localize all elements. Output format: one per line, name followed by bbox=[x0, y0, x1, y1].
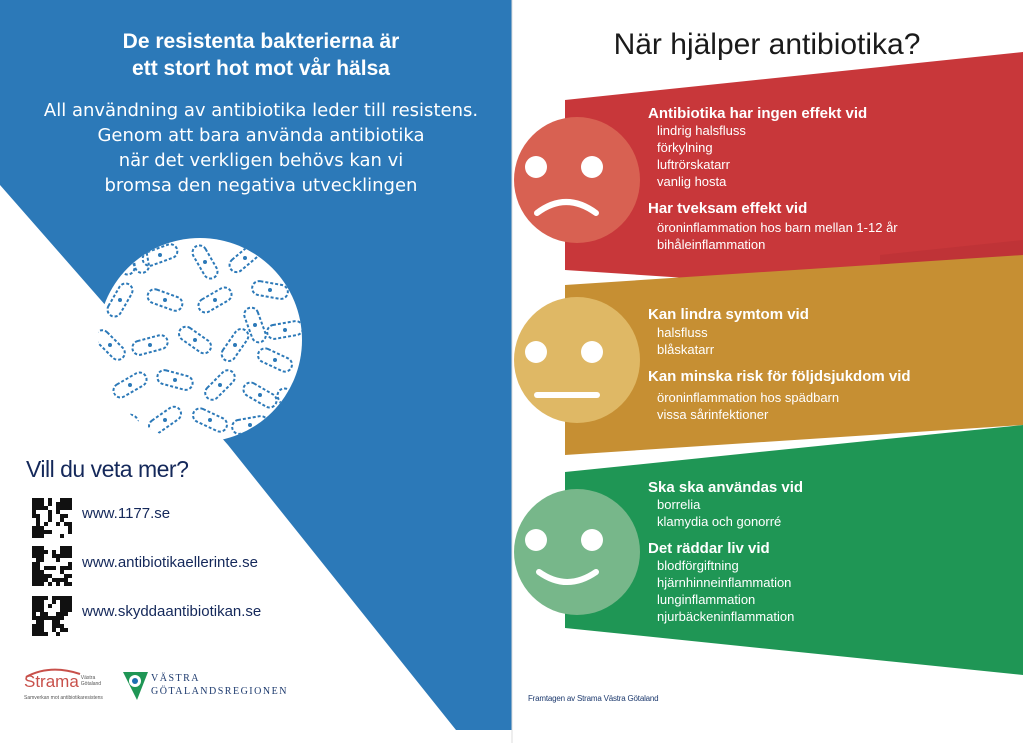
bacterium-dot bbox=[243, 256, 247, 260]
bacterium-dot bbox=[233, 343, 237, 347]
intro-line: Genom att bara använda antibiotika bbox=[97, 125, 425, 146]
section-item: lunginflammation bbox=[657, 592, 756, 607]
vgr-line: GÖTALANDSREGIONEN bbox=[151, 686, 288, 697]
left-headline-line: ett stort hot mot vår hälsa bbox=[132, 57, 390, 80]
bacterium-dot bbox=[158, 253, 162, 257]
vgr-line: VÄSTRA bbox=[151, 673, 201, 684]
strama-name: Strama bbox=[24, 672, 79, 691]
strama-region-line: Västra bbox=[80, 675, 96, 681]
strama-tagline: Samverkan mot antibiotikaresistens bbox=[24, 695, 103, 701]
bacterium-dot bbox=[268, 288, 272, 292]
sad-face-icon bbox=[514, 117, 640, 243]
more-info-heading: Vill du veta mer? bbox=[26, 456, 189, 482]
bacterium-dot bbox=[163, 418, 167, 422]
section-heading: Ska ska användas vid bbox=[648, 479, 804, 496]
intro-line: bromsa den negativa utvecklingen bbox=[104, 175, 418, 196]
section-heading: Kan lindra symtom vid bbox=[648, 306, 809, 323]
section-item: hjärnhinneinflammation bbox=[657, 575, 792, 590]
section-item: luftrörskatarr bbox=[657, 157, 730, 172]
bacterium-dot bbox=[253, 323, 257, 327]
bacterium-dot bbox=[118, 298, 122, 302]
section-item: blodförgiftning bbox=[657, 558, 739, 573]
footer-credit: Framtagen av Strama Västra Götaland bbox=[528, 694, 659, 703]
qr-code-icon bbox=[32, 546, 72, 586]
section-item: klamydia och gonorré bbox=[657, 514, 782, 529]
neutral-face-icon bbox=[514, 297, 640, 423]
section-heading: Kan minska risk för följdsjukdom vid bbox=[648, 368, 911, 385]
vgr-logo-text bbox=[151, 672, 288, 698]
qr-code-icon bbox=[32, 596, 72, 636]
section-heading: Det räddar liv vid bbox=[648, 540, 770, 557]
intro-line: All användning av antibiotika leder till resistens. bbox=[43, 100, 479, 121]
section-item: blåskatarr bbox=[657, 342, 715, 357]
bacterium-dot bbox=[163, 298, 167, 302]
section-heading: Antibiotika har ingen effekt vid bbox=[648, 105, 868, 122]
bacterium-dot bbox=[283, 328, 287, 332]
section-item: lindrig halsfluss bbox=[657, 123, 746, 138]
intro-line: när det verkligen behövs kan vi bbox=[118, 150, 404, 171]
section-item: borrelia bbox=[657, 497, 701, 512]
section-item: vissa sårinfektioner bbox=[657, 407, 769, 422]
section-item: öroninflammation hos barn mellan 1-12 år bbox=[657, 220, 898, 235]
section-item: bihåleinflammation bbox=[657, 237, 766, 252]
left-headline-line: De resistenta bakterierna är bbox=[122, 30, 400, 53]
bacterium-dot bbox=[128, 383, 132, 387]
bacterium-dot bbox=[258, 393, 262, 397]
section-item: vanlig hosta bbox=[657, 174, 727, 189]
strama-region-line: Götaland bbox=[80, 681, 102, 687]
bacterium-dot bbox=[203, 260, 207, 264]
page-title: När hjälper antibiotika? bbox=[613, 28, 921, 61]
bacterium-dot bbox=[218, 383, 222, 387]
link-skyddaantibiotikan[interactable]: www.skyddaantibiotikan.se bbox=[82, 603, 262, 620]
left-intro-text bbox=[20, 98, 502, 198]
bacterium-dot bbox=[193, 338, 197, 342]
bacterium-dot bbox=[108, 343, 112, 347]
section-item: förkylning bbox=[657, 140, 713, 155]
bacterium-dot bbox=[148, 343, 152, 347]
strama-logo bbox=[24, 672, 103, 701]
bacterium-dot bbox=[248, 423, 252, 427]
link-antibiotikaellerinte[interactable]: www.antibiotikaellerinte.se bbox=[82, 554, 258, 571]
bacterium-dot bbox=[213, 298, 217, 302]
section-item: njurbäckeninflammation bbox=[657, 609, 795, 624]
bacterium-dot bbox=[173, 378, 177, 382]
bacterium-dot bbox=[208, 418, 212, 422]
section-item: öroninflammation hos spädbarn bbox=[657, 390, 840, 405]
section-heading: Har tveksam effekt vid bbox=[648, 200, 808, 217]
section-item: halsfluss bbox=[657, 325, 708, 340]
link-1177[interactable]: www.1177.se bbox=[82, 505, 171, 522]
happy-face-icon bbox=[514, 489, 640, 615]
bacterium-dot bbox=[273, 358, 277, 362]
left-headline bbox=[40, 28, 482, 82]
strama-region bbox=[81, 675, 101, 687]
